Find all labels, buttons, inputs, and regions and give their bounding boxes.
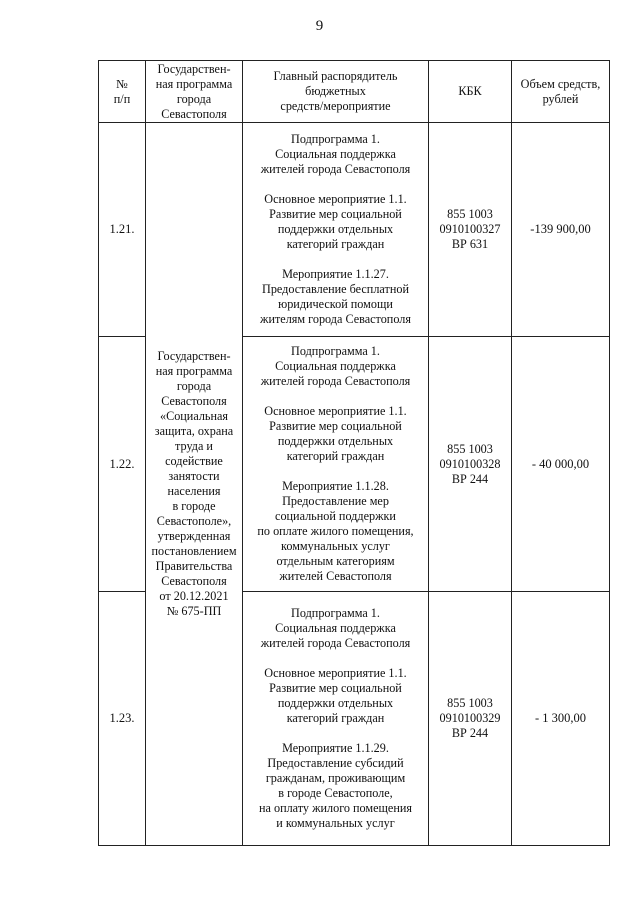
header-manager: Главный распорядитель бюджетных средств/мероприятие (243, 61, 429, 123)
page-number: 9 (315, 18, 324, 34)
header-kbk: КБК (429, 61, 512, 123)
main-measure-text: Основное мероприятие 1.1. Развитие мер социальной поддержки отдельных категорий граждан (264, 192, 407, 251)
row-number: 1.21. (99, 123, 146, 337)
main-measure-text: Основное мероприятие 1.1. Развитие мер социальной поддержки отдельных категорий граждан (264, 666, 407, 725)
subprogram-text: Подпрограмма 1. Социальная поддержка жителей города Севастополя (260, 606, 411, 650)
header-program: Государствен- ная программа города Севастополя (146, 61, 243, 123)
main-measure-text: Основное мероприятие 1.1. Развитие мер социальной поддержки отдельных категорий граждан (264, 404, 407, 463)
table-row (99, 123, 610, 337)
subprogram-text: Подпрограмма 1. Социальная поддержка жителей города Севастополя (260, 132, 411, 176)
measure-text: Мероприятие 1.1.28. Предоставление мер социальной поддержки по оплате жилого помещения, коммунальных услуг отдельным категориям жителей Севастополя (257, 479, 414, 583)
amount-cell: - 1 300,00 (512, 592, 610, 846)
subprogram-text: Подпрограмма 1. Социальная поддержка жителей города Севастополя (260, 344, 411, 388)
measure-cell (243, 337, 429, 592)
row-number: 1.23. (99, 592, 146, 846)
measure-text: Мероприятие 1.1.29. Предоставление субсидий гражданам, проживающим в городе Севастополе, на оплату жилого помещения и коммунальных услуг (259, 741, 412, 830)
kbk-cell: 855 1003 0910100329 ВР 244 (429, 592, 512, 846)
amount-cell: - 40 000,00 (512, 337, 610, 592)
budget-table (98, 60, 610, 846)
kbk-cell: 855 1003 0910100328 ВР 244 (429, 337, 512, 592)
kbk-cell: 855 1003 0910100327 ВР 631 (429, 123, 512, 337)
row-number: 1.22. (99, 337, 146, 592)
header-number: № п/п (99, 61, 146, 123)
program-cell: Государствен- ная программа города Севастополя «Социальная защита, охрана труда и содействие занятости населения в городе Севастополе», утвержденная постановлением Правительства Севастополя от 20.12.2021 № 675-ПП (146, 123, 243, 846)
measure-cell (243, 123, 429, 337)
measure-text: Мероприятие 1.1.27. Предоставление бесплатной юридической помощи жителям города Севастополя (260, 267, 411, 326)
header-amount: Объем средств, рублей (512, 61, 610, 123)
table-header-row (99, 61, 610, 123)
amount-cell: -139 900,00 (512, 123, 610, 337)
measure-cell (243, 592, 429, 846)
